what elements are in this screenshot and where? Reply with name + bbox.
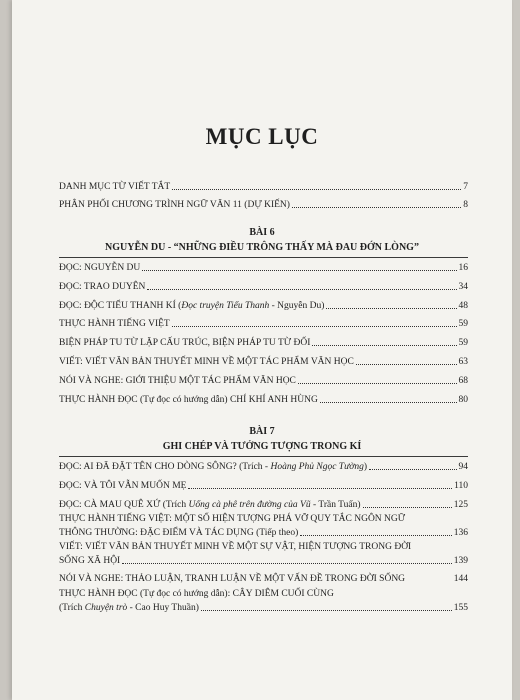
page-title: MỤC LỤC (205, 124, 319, 149)
toc-entry (59, 181, 468, 193)
entry-text: THỰC HÀNH ĐỌC (Tự đọc có hướng dẫn) CHÍ KHÍ ANH HÙNG (59, 395, 318, 405)
entry-page: 94 (458, 462, 468, 472)
divider (59, 456, 468, 457)
dot-leader (292, 207, 461, 208)
entry-page: 125 (453, 500, 468, 510)
dot-leader (201, 610, 452, 611)
entry-text: ĐỌC: NGUYỄN DU (59, 263, 141, 273)
toc-entry (59, 337, 468, 349)
entry-text: ĐỌC: TRAO DUYÊN (59, 282, 146, 292)
toc-entry (59, 555, 468, 567)
entry-page: 7 (463, 182, 468, 192)
toc-entry (59, 318, 468, 330)
dot-leader (326, 308, 456, 309)
entry-page: 68 (458, 376, 468, 386)
dot-leader (320, 402, 457, 403)
entry-page: 110 (454, 481, 468, 491)
toc-entry-line (59, 541, 468, 553)
entry-text: DANH MỤC TỪ VIẾT TẮT (59, 182, 171, 192)
dot-leader (147, 289, 456, 290)
toc-entry (59, 394, 468, 406)
entry-text: THỰC HÀNH TIẾNG VIỆT (59, 319, 170, 329)
toc-entry-line (59, 588, 468, 600)
unit-label: BÀI 7 (249, 426, 275, 437)
toc-entry (59, 480, 468, 492)
book-page (12, 0, 512, 700)
dot-leader (312, 345, 456, 346)
entry-page: 136 (453, 528, 468, 538)
entry-text: ĐỌC: VÀ TÔI VẪN MUỐN MẸ (59, 481, 187, 491)
entry-text: ĐỌC: AI ĐÃ ĐẶT TÊN CHO DÒNG SÔNG? (Trích - Hoàng Phủ Ngọc Tường) (59, 462, 368, 472)
entry-page: 59 (458, 319, 468, 329)
entry-text: BIỆN PHÁP TU TỪ LẶP CẤU TRÚC, BIỆN PHÁP TU TỪ ĐỐI (59, 338, 311, 348)
toc-entry (59, 573, 468, 585)
dot-leader (363, 507, 452, 508)
dot-leader (188, 488, 452, 489)
divider (59, 257, 468, 258)
entry-page: 34 (458, 282, 468, 292)
toc-entry (59, 527, 468, 539)
entry-page: 80 (458, 395, 468, 405)
entry-page: 48 (458, 301, 468, 311)
dot-leader (356, 364, 457, 365)
entry-text: (Trích Chuyện trò - Cao Huy Thuần) (59, 603, 199, 613)
entry-page: 63 (458, 357, 468, 367)
dot-leader (298, 383, 457, 384)
unit-title: NGUYỄN DU - “NHỮNG ĐIỀU TRÔNG THẤY MÀ ĐAU ĐỚN LÒNG” (105, 242, 419, 253)
entry-text: SỐNG XÃ HỘI (59, 556, 121, 566)
unit-label: BÀI 6 (249, 227, 275, 238)
toc-entry-line (59, 513, 468, 525)
entry-text: VIẾT: VIẾT VĂN BẢN THUYẾT MINH VỀ MỘT TÁC PHẨM VĂN HỌC (59, 357, 354, 367)
dot-leader (172, 189, 461, 190)
entry-text: THỰC HÀNH ĐỌC (Tự đọc có hướng dẫn): CÂY DIÊM CUỐI CÙNG (59, 589, 334, 599)
entry-page: 59 (458, 338, 468, 348)
dot-leader (172, 326, 457, 327)
toc-entry (59, 356, 468, 368)
entry-text: ĐỌC: CÀ MAU QUÊ XỨ (Trích Uống cà phê trên đường của Vũ - Trần Tuấn) (59, 500, 361, 510)
entry-text: NÓI VÀ NGHE: GIỚI THIỆU MỘT TÁC PHẨM VĂN HỌC (59, 376, 296, 386)
toc-entry (59, 602, 468, 614)
entry-text: THỰC HÀNH TIẾNG VIỆT: MỘT SỐ HIỆN TƯỢNG PHÁ VỠ QUY TẮC NGÔN NGỮ (59, 514, 406, 524)
toc-entry (59, 300, 468, 312)
toc-entry (59, 461, 468, 473)
dot-leader (369, 469, 456, 470)
entry-text: VIẾT: VIẾT VĂN BẢN THUYẾT MINH VỀ MỘT SỰ VẬT, HIỆN TƯỢNG TRONG ĐỜI (59, 542, 412, 552)
entry-text: THÔNG THƯỜNG: ĐẶC ĐIỂM VÀ TÁC DỤNG (Tiếp theo) (59, 528, 299, 538)
toc-entry (59, 281, 468, 293)
entry-page: 16 (458, 263, 468, 273)
unit-title: GHI CHÉP VÀ TƯỞNG TƯỢNG TRONG KÍ (162, 441, 362, 452)
entry-page: 139 (453, 556, 468, 566)
entry-page: 144 (453, 574, 468, 584)
dot-leader (300, 535, 452, 536)
entry-page: 155 (453, 603, 468, 613)
toc-entry (59, 199, 468, 211)
dot-leader (142, 270, 456, 271)
entry-text: NÓI VÀ NGHE: THẢO LUẬN, TRANH LUẬN VỀ MỘT VẤN ĐỀ TRONG ĐỜI SỐNG (59, 574, 406, 584)
toc-entry (59, 262, 468, 274)
entry-text: PHÂN PHỐI CHƯƠNG TRÌNH NGỮ VĂN 11 (DỰ KIẾN) (59, 200, 290, 210)
toc-entry (59, 375, 468, 387)
dot-leader (122, 563, 452, 564)
entry-page: 8 (463, 200, 468, 210)
toc-entry (59, 499, 468, 511)
entry-text: ĐỌC: ĐỘC TIỂU THANH KÍ (Đọc truyện Tiểu Thanh - Nguyễn Du) (59, 301, 325, 311)
